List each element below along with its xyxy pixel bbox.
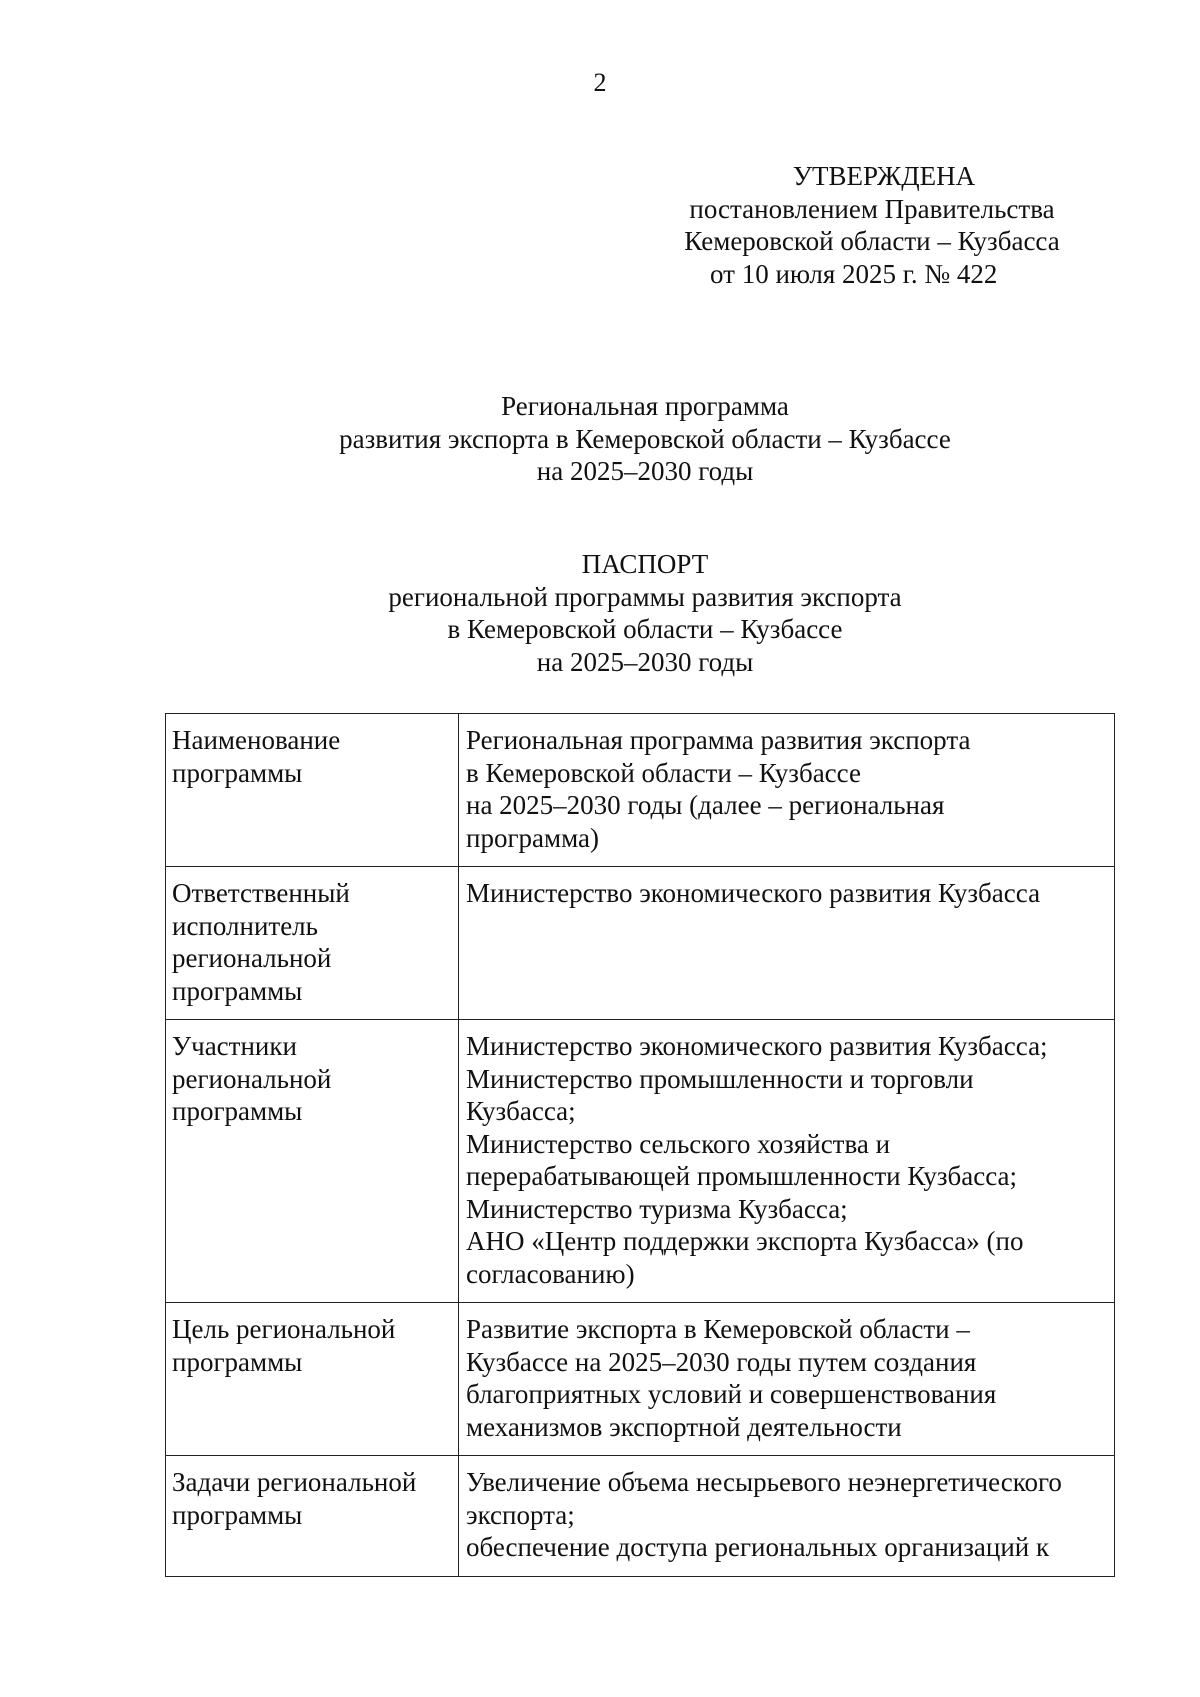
label-cell xyxy=(166,1456,459,1577)
label-line: программы xyxy=(172,757,303,788)
value-line: Министерство экономического развития Кузбасса; xyxy=(466,1031,1048,1061)
label-cell xyxy=(166,714,459,867)
label-line: региональной xyxy=(172,943,332,973)
program-title-line: Региональная программа xyxy=(501,391,789,421)
passport-title-line: региональной программы развития экспорта xyxy=(388,581,902,612)
table-row-program-name xyxy=(166,714,1115,867)
label-cell xyxy=(166,1020,459,1303)
value-cell xyxy=(459,867,1115,1020)
label-line: Задачи региональной xyxy=(172,1467,417,1497)
table-row-tasks xyxy=(166,1456,1115,1577)
value-line: Министерство промышленности и торговли xyxy=(466,1063,974,1094)
label-line: программы xyxy=(172,1096,303,1126)
value-line: АНО «Центр поддержки экспорта Кузбасса» (по xyxy=(466,1226,1024,1256)
value-line: благоприятных условий и совершенствования xyxy=(466,1379,997,1409)
value-line: перерабатывающей промышленности Кузбасса; xyxy=(466,1161,1017,1191)
value-line: экспорта; xyxy=(466,1499,575,1530)
value-line: на 2025–2030 годы (далее – региональная xyxy=(466,790,945,820)
program-title-line: развития экспорта в Кемеровской области – Кузбассе xyxy=(339,423,951,454)
passport-heading: ПАСПОРТ xyxy=(581,549,709,579)
value-line: Министерство туризма Кузбасса; xyxy=(466,1193,848,1224)
label-line: Цель региональной xyxy=(172,1314,396,1344)
label-line: исполнитель xyxy=(172,910,318,941)
value-cell xyxy=(459,1456,1115,1577)
program-title-line: на 2025–2030 годы xyxy=(536,456,754,486)
value-cell xyxy=(459,1020,1115,1303)
value-cell xyxy=(459,1303,1115,1456)
value-line: Развитие экспорта в Кемеровской области – xyxy=(466,1314,970,1344)
value-line: согласованию) xyxy=(466,1258,635,1289)
program-title xyxy=(0,390,1200,488)
value-line: Министерство сельского хозяйства и xyxy=(466,1128,891,1159)
value-line: Кузбассе на 2025–2030 годы путем создания xyxy=(466,1346,977,1377)
value-line: Увеличение объема несырьевого неэнергетического xyxy=(466,1467,1062,1497)
label-line: Наименование xyxy=(172,725,341,755)
value-line: Кузбасса; xyxy=(466,1096,576,1126)
passport-title-line: в Кемеровской области – Кузбассе xyxy=(447,614,843,644)
label-line: Ответственный xyxy=(172,878,350,908)
table-row-goal xyxy=(166,1303,1115,1456)
approval-line: постановлением Правительства xyxy=(689,193,1055,224)
label-line: программы xyxy=(172,1499,303,1530)
table-row-responsible-executor xyxy=(166,867,1115,1020)
approval-stamp xyxy=(642,160,1102,290)
passport-table xyxy=(165,713,1115,1577)
value-line: механизмов экспортной деятельности xyxy=(466,1411,902,1442)
page-number: 2 xyxy=(593,68,607,97)
passport-title xyxy=(0,548,1200,678)
label-cell xyxy=(166,1303,459,1456)
value-line: в Кемеровской области – Кузбассе xyxy=(466,757,861,788)
value-line: Министерство экономического развития Кузбасса xyxy=(466,878,1041,908)
value-cell xyxy=(459,714,1115,867)
passport-title-line: на 2025–2030 годы xyxy=(536,646,754,677)
table-row-participants xyxy=(166,1020,1115,1303)
label-cell xyxy=(166,867,459,1020)
approval-date: от 10 июля 2025 г. № 422 xyxy=(710,258,998,289)
label-line: программы xyxy=(172,1346,303,1377)
label-line: программы xyxy=(172,975,303,1006)
approval-line: Кемеровской области – Кузбасса xyxy=(684,226,1060,256)
approval-heading: УТВЕРЖДЕНА xyxy=(792,161,976,191)
value-line: программа) xyxy=(466,822,599,853)
label-line: региональной xyxy=(172,1063,332,1094)
value-line: Региональная программа развития экспорта xyxy=(466,725,971,755)
value-line: обеспечение доступа региональных организаций к xyxy=(466,1532,1050,1562)
label-line: Участники xyxy=(172,1031,297,1061)
